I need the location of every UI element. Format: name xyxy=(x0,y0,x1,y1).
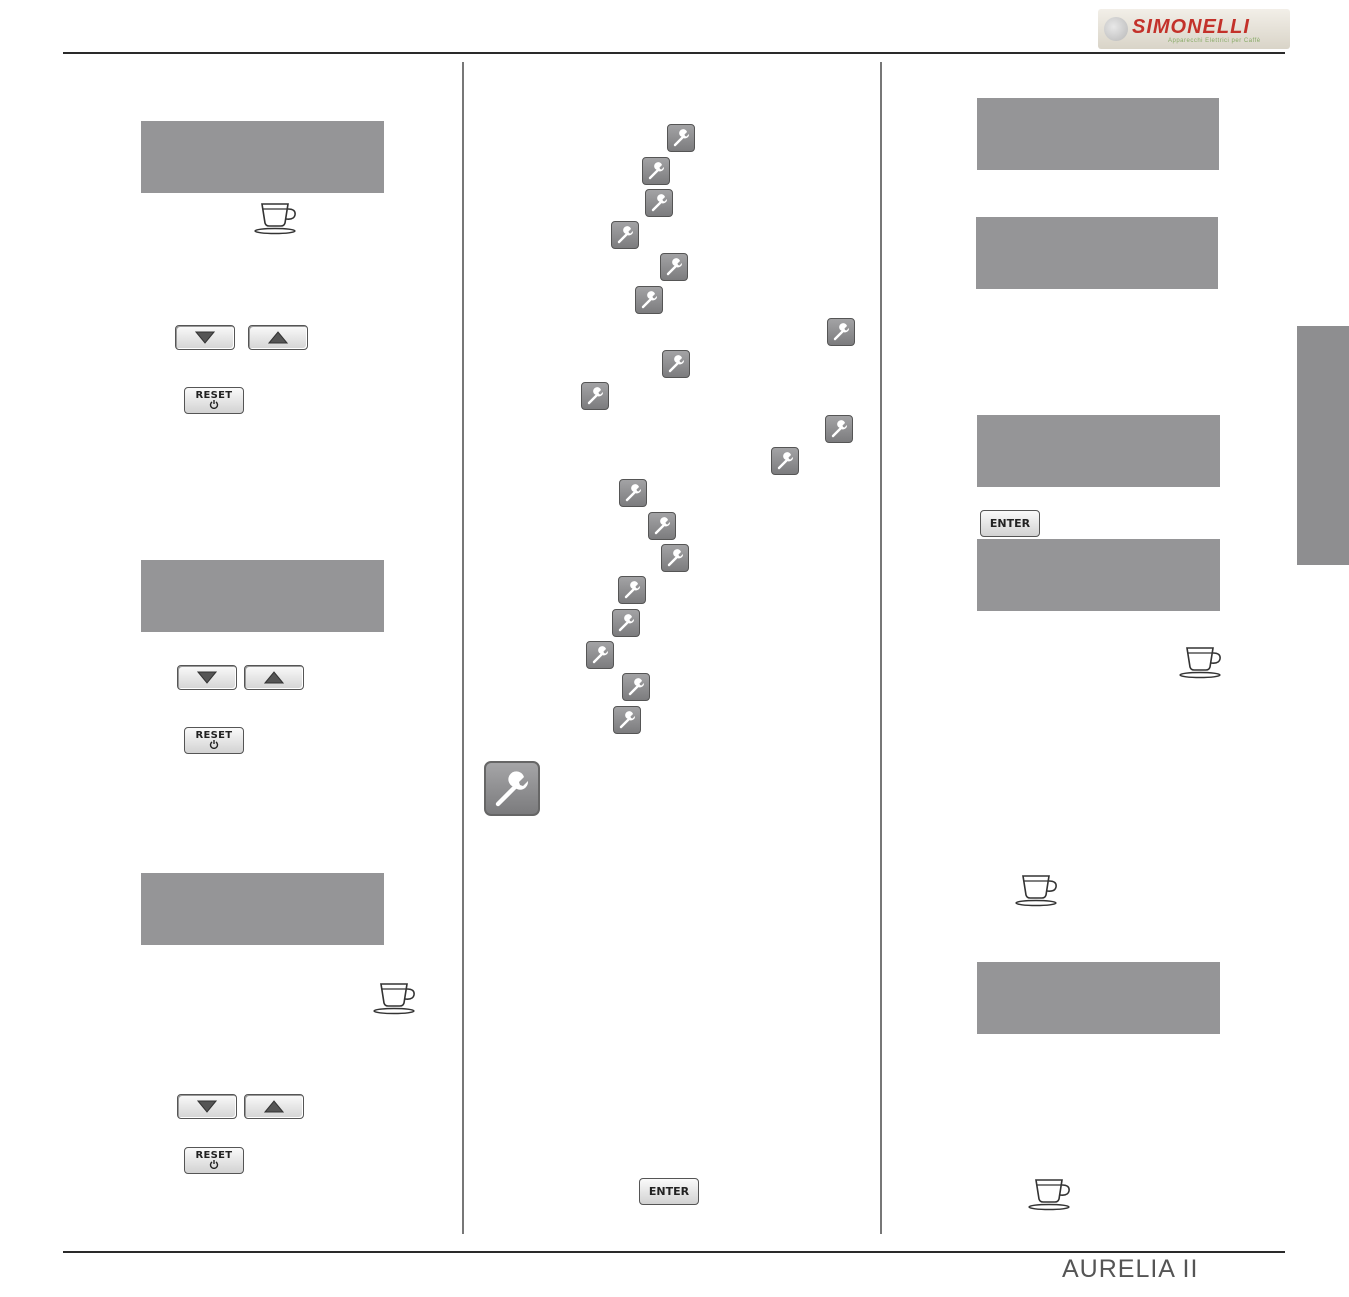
coffee-cup-icon xyxy=(373,981,419,1019)
reset-button[interactable] xyxy=(184,727,244,754)
wrench-icon xyxy=(586,641,614,669)
coffee-cup-icon xyxy=(1179,645,1225,683)
wrench-icon xyxy=(581,382,609,410)
coffee-cup-icon xyxy=(1015,873,1061,911)
display-panel xyxy=(141,873,384,945)
wrench-icon xyxy=(660,253,688,281)
coffee-cup-icon xyxy=(1028,1177,1074,1215)
wrench-icon xyxy=(827,318,855,346)
logo-emblem xyxy=(1104,17,1128,41)
display-panel xyxy=(141,121,384,193)
display-panel xyxy=(976,217,1218,289)
arrow-up-icon xyxy=(264,671,284,684)
power-icon xyxy=(209,399,219,409)
wrench-icon xyxy=(645,189,673,217)
power-icon xyxy=(209,739,219,749)
section-side-tab xyxy=(1297,326,1349,565)
enter-button[interactable]: ENTER xyxy=(639,1178,699,1205)
wrench-icon xyxy=(612,609,640,637)
simonelli-logo xyxy=(1098,9,1290,49)
enter-button[interactable]: ENTER xyxy=(980,510,1040,537)
arrow-up-icon xyxy=(268,331,288,344)
arrow-down-button[interactable] xyxy=(177,665,237,690)
wrench-icon xyxy=(613,706,641,734)
display-panel xyxy=(977,962,1220,1034)
display-panel xyxy=(141,560,384,632)
wrench-icon xyxy=(667,124,695,152)
wrench-icon xyxy=(635,286,663,314)
wrench-icon xyxy=(662,350,690,378)
arrow-down-icon xyxy=(197,1100,217,1113)
column-divider-left xyxy=(462,62,464,1234)
reset-label: RESET xyxy=(195,1150,233,1161)
arrow-down-button[interactable] xyxy=(175,325,235,350)
wrench-icon-large xyxy=(484,761,540,816)
arrow-up-icon xyxy=(264,1100,284,1113)
wrench-icon xyxy=(618,576,646,604)
arrow-up-button[interactable] xyxy=(244,1094,304,1119)
arrow-down-icon xyxy=(197,671,217,684)
logo-subtext: Apparecchi Elettrici per Caffè xyxy=(1168,38,1261,44)
column-divider-right xyxy=(880,62,882,1234)
arrow-up-button[interactable] xyxy=(244,665,304,690)
wrench-icon xyxy=(771,447,799,475)
reset-button[interactable] xyxy=(184,387,244,414)
wrench-icon xyxy=(622,673,650,701)
arrow-up-button[interactable] xyxy=(248,325,308,350)
arrow-down-button[interactable] xyxy=(177,1094,237,1119)
coffee-cup-icon xyxy=(254,201,300,239)
power-icon xyxy=(209,1159,219,1169)
wrench-icon xyxy=(611,221,639,249)
product-brand: AURELIA II xyxy=(1062,1255,1199,1283)
arrow-down-icon xyxy=(195,331,215,344)
logo-wordmark: SIMONELLI xyxy=(1132,16,1250,38)
wrench-icon xyxy=(642,157,670,185)
wrench-icon xyxy=(619,479,647,507)
reset-label: RESET xyxy=(195,730,233,741)
display-panel xyxy=(977,539,1220,611)
footer-rule xyxy=(63,1251,1285,1253)
wrench-icon xyxy=(661,544,689,572)
display-panel xyxy=(977,98,1219,170)
wrench-icon xyxy=(648,512,676,540)
reset-button[interactable] xyxy=(184,1147,244,1174)
wrench-icon xyxy=(825,415,853,443)
header-rule xyxy=(63,52,1285,54)
reset-label: RESET xyxy=(195,390,233,401)
display-panel xyxy=(977,415,1220,487)
